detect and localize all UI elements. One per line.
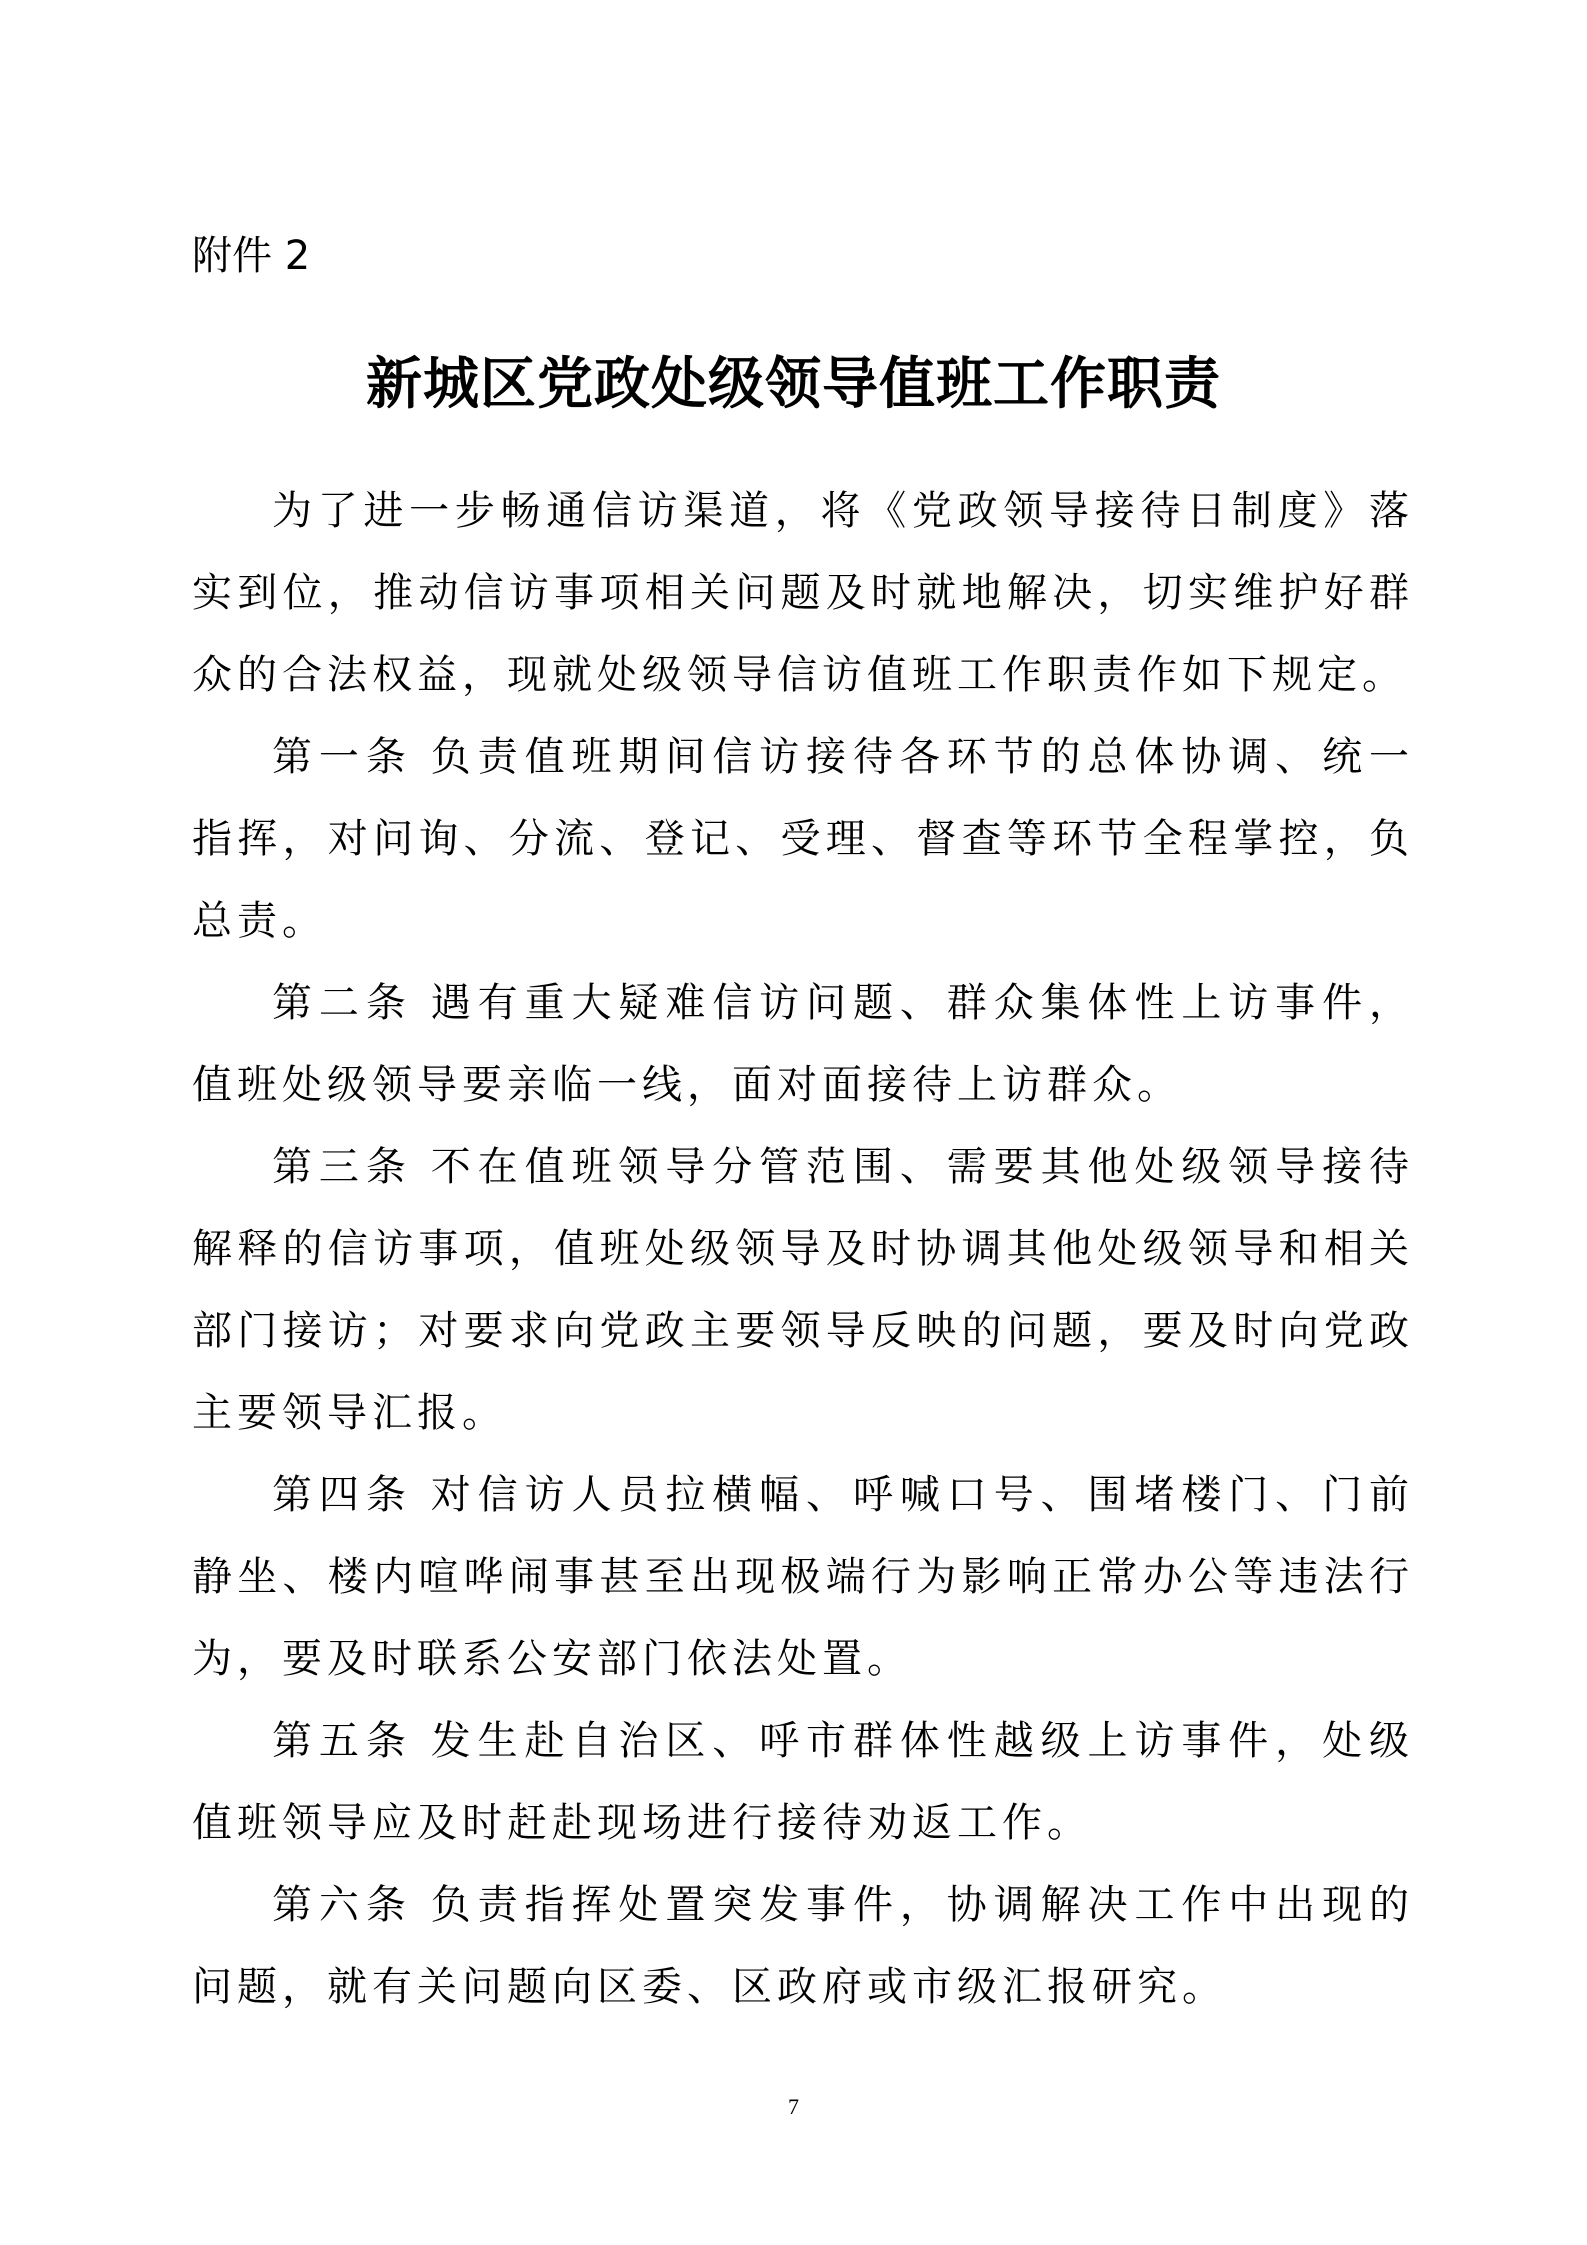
- article-2-label: 第二条: [272, 980, 413, 1026]
- article-3-label: 第三条: [272, 1144, 413, 1190]
- article-4: [192, 1454, 1414, 1700]
- article-6-text: 负责指挥处置突发事件，协调解决工作中出现的问题，就有关问题向区委、区政府或市级汇报研究。: [192, 1882, 1415, 2010]
- article-5: [192, 1700, 1414, 1864]
- article-2-text: 遇有重大疑难信访问题、群众集体性上访事件，值班处级领导要亲临一线，面对面接待上访群众。: [192, 980, 1415, 1108]
- attachment-label: 附件 2: [192, 233, 311, 279]
- article-1-label: 第一条: [272, 734, 413, 780]
- article-6: [192, 1864, 1414, 2028]
- document-body: [192, 470, 1414, 2028]
- article-5-label: 第五条: [272, 1718, 413, 1764]
- article-4-text: 对信访人员拉横幅、呼喊口号、围堵楼门、门前静坐、楼内喧哗闹事甚至出现极端行为影响正常办公等违法行为，要及时联系公安部门依法处置。: [192, 1472, 1415, 1682]
- article-2: [192, 962, 1414, 1126]
- article-1-text: 负责值班期间信访接待各环节的总体协调、统一指挥，对问询、分流、登记、受理、督查等环节全程掌控，负总责。: [192, 734, 1415, 944]
- article-1: [192, 716, 1414, 962]
- article-6-label: 第六条: [272, 1882, 413, 1928]
- intro-paragraph: 为了进一步畅通信访渠道，将《党政领导接待日制度》落实到位，推动信访事项相关问题及时就地解决，切实维护好群众的合法权益，现就处级领导信访值班工作职责作如下规定。: [192, 488, 1414, 698]
- article-3-text: 不在值班领导分管范围、需要其他处级领导接待解释的信访事项，值班处级领导及时协调其他处级领导和相关部门接访；对要求向党政主要领导反映的问题，要及时向党政主要领导汇报。: [192, 1144, 1415, 1436]
- article-4-label: 第四条: [272, 1472, 413, 1518]
- page-number: 7: [788, 2094, 799, 2119]
- document-title: 新城区党政处级领导值班工作职责: [366, 351, 1221, 417]
- article-5-text: 发生赴自治区、呼市群体性越级上访事件，处级值班领导应及时赶赴现场进行接待劝返工作。: [192, 1718, 1415, 1846]
- article-3: [192, 1126, 1414, 1454]
